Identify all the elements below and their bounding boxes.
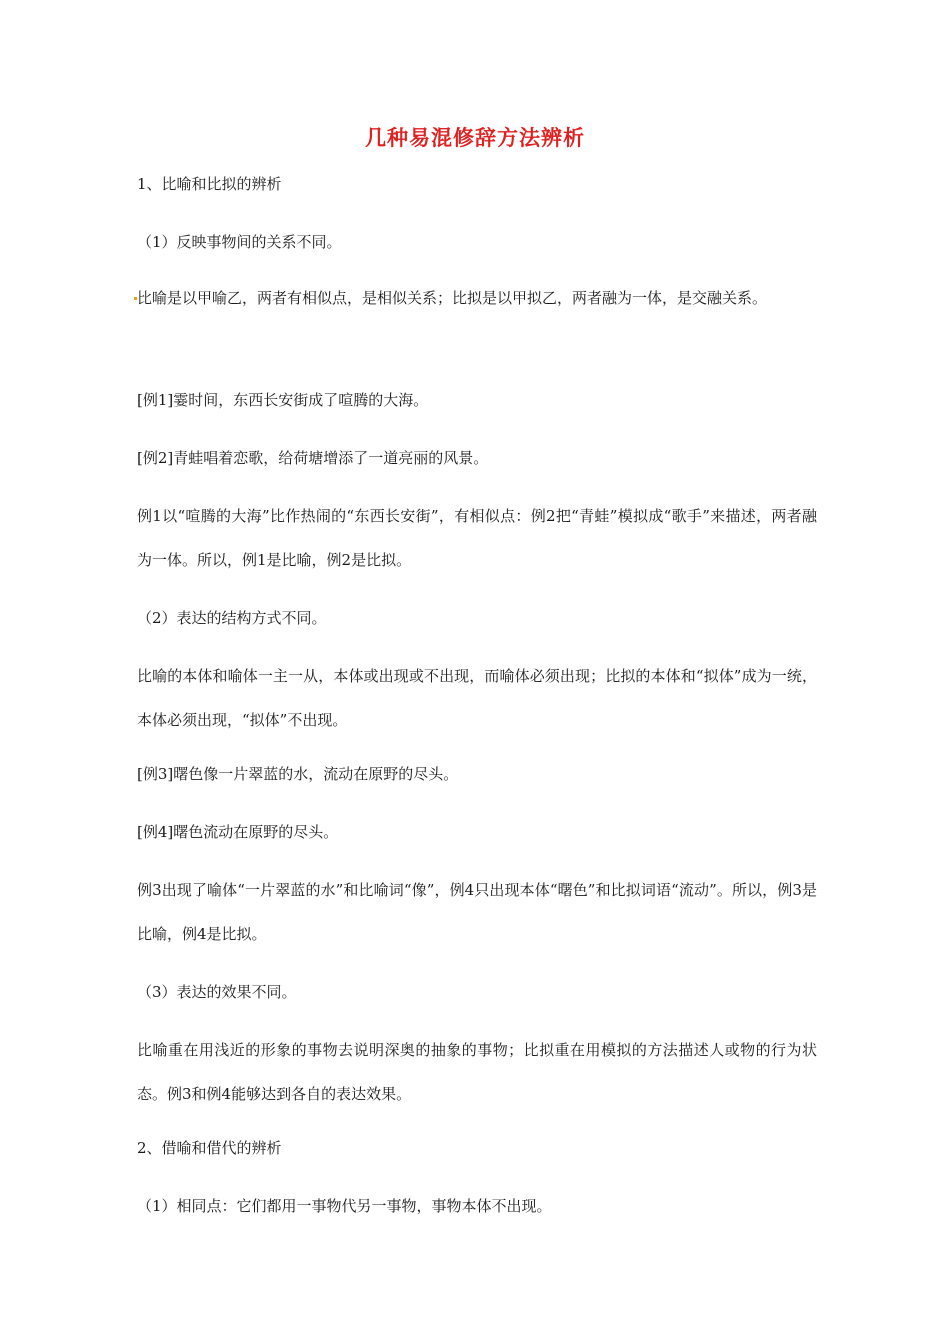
subheading: （1）反映事物间的关系不同。 (137, 233, 342, 251)
example-line: [例3]曙色像一片翠蓝的水，流动在原野的尽头。 (137, 765, 459, 783)
section-heading-2: 2、借喻和借代的辨析 (137, 1139, 282, 1157)
paragraph: 比喻的本体和喻体一主一从，本体或出现或不出现，而喻体必须出现；比拟的本体和“拟体”成为一统，本体必须出现，“拟体”不出现。 (137, 667, 817, 729)
paragraph: 例3出现了喻体“一片翠蓝的水”和比喻词“像”，例4只出现本体“曙色”和比拟词语“流动”。所以，例3是比喻，例4是比拟。 (137, 881, 817, 943)
section-heading-1: 1、比喻和比拟的辨析 (137, 175, 282, 193)
subheading: （3）表达的效果不同。 (137, 983, 297, 1001)
subheading: （2）表达的结构方式不同。 (137, 609, 327, 627)
example-line: [例1]霎时间，东西长安街成了喧腾的大海。 (137, 391, 429, 409)
paragraph: 比喻是以甲喻乙，两者有相似点，是相似关系；比拟是以甲拟乙，两者融为一体，是交融关系。 (137, 289, 768, 307)
example-line: [例4]曙色流动在原野的尽头。 (137, 823, 339, 841)
paragraph: 例1以“喧腾的大海”比作热闹的“东西长安街”，有相似点：例2把“青蛙”模拟成“歌手”来描述，两者融为一体。所以，例1是比喻，例2是比拟。 (137, 507, 817, 569)
subheading: （1）相同点：它们都用一事物代另一事物，事物本体不出现。 (137, 1197, 552, 1215)
document-title: 几种易混修辞方法辨析 (365, 125, 585, 150)
paragraph: 比喻重在用浅近的形象的事物去说明深奥的抽象的事物；比拟重在用模拟的方法描述人或物的行为状态。例3和例4能够达到各自的表达效果。 (137, 1041, 817, 1103)
example-line: [例2]青蛙唱着恋歌，给荷塘增添了一道亮丽的风景。 (137, 449, 489, 467)
